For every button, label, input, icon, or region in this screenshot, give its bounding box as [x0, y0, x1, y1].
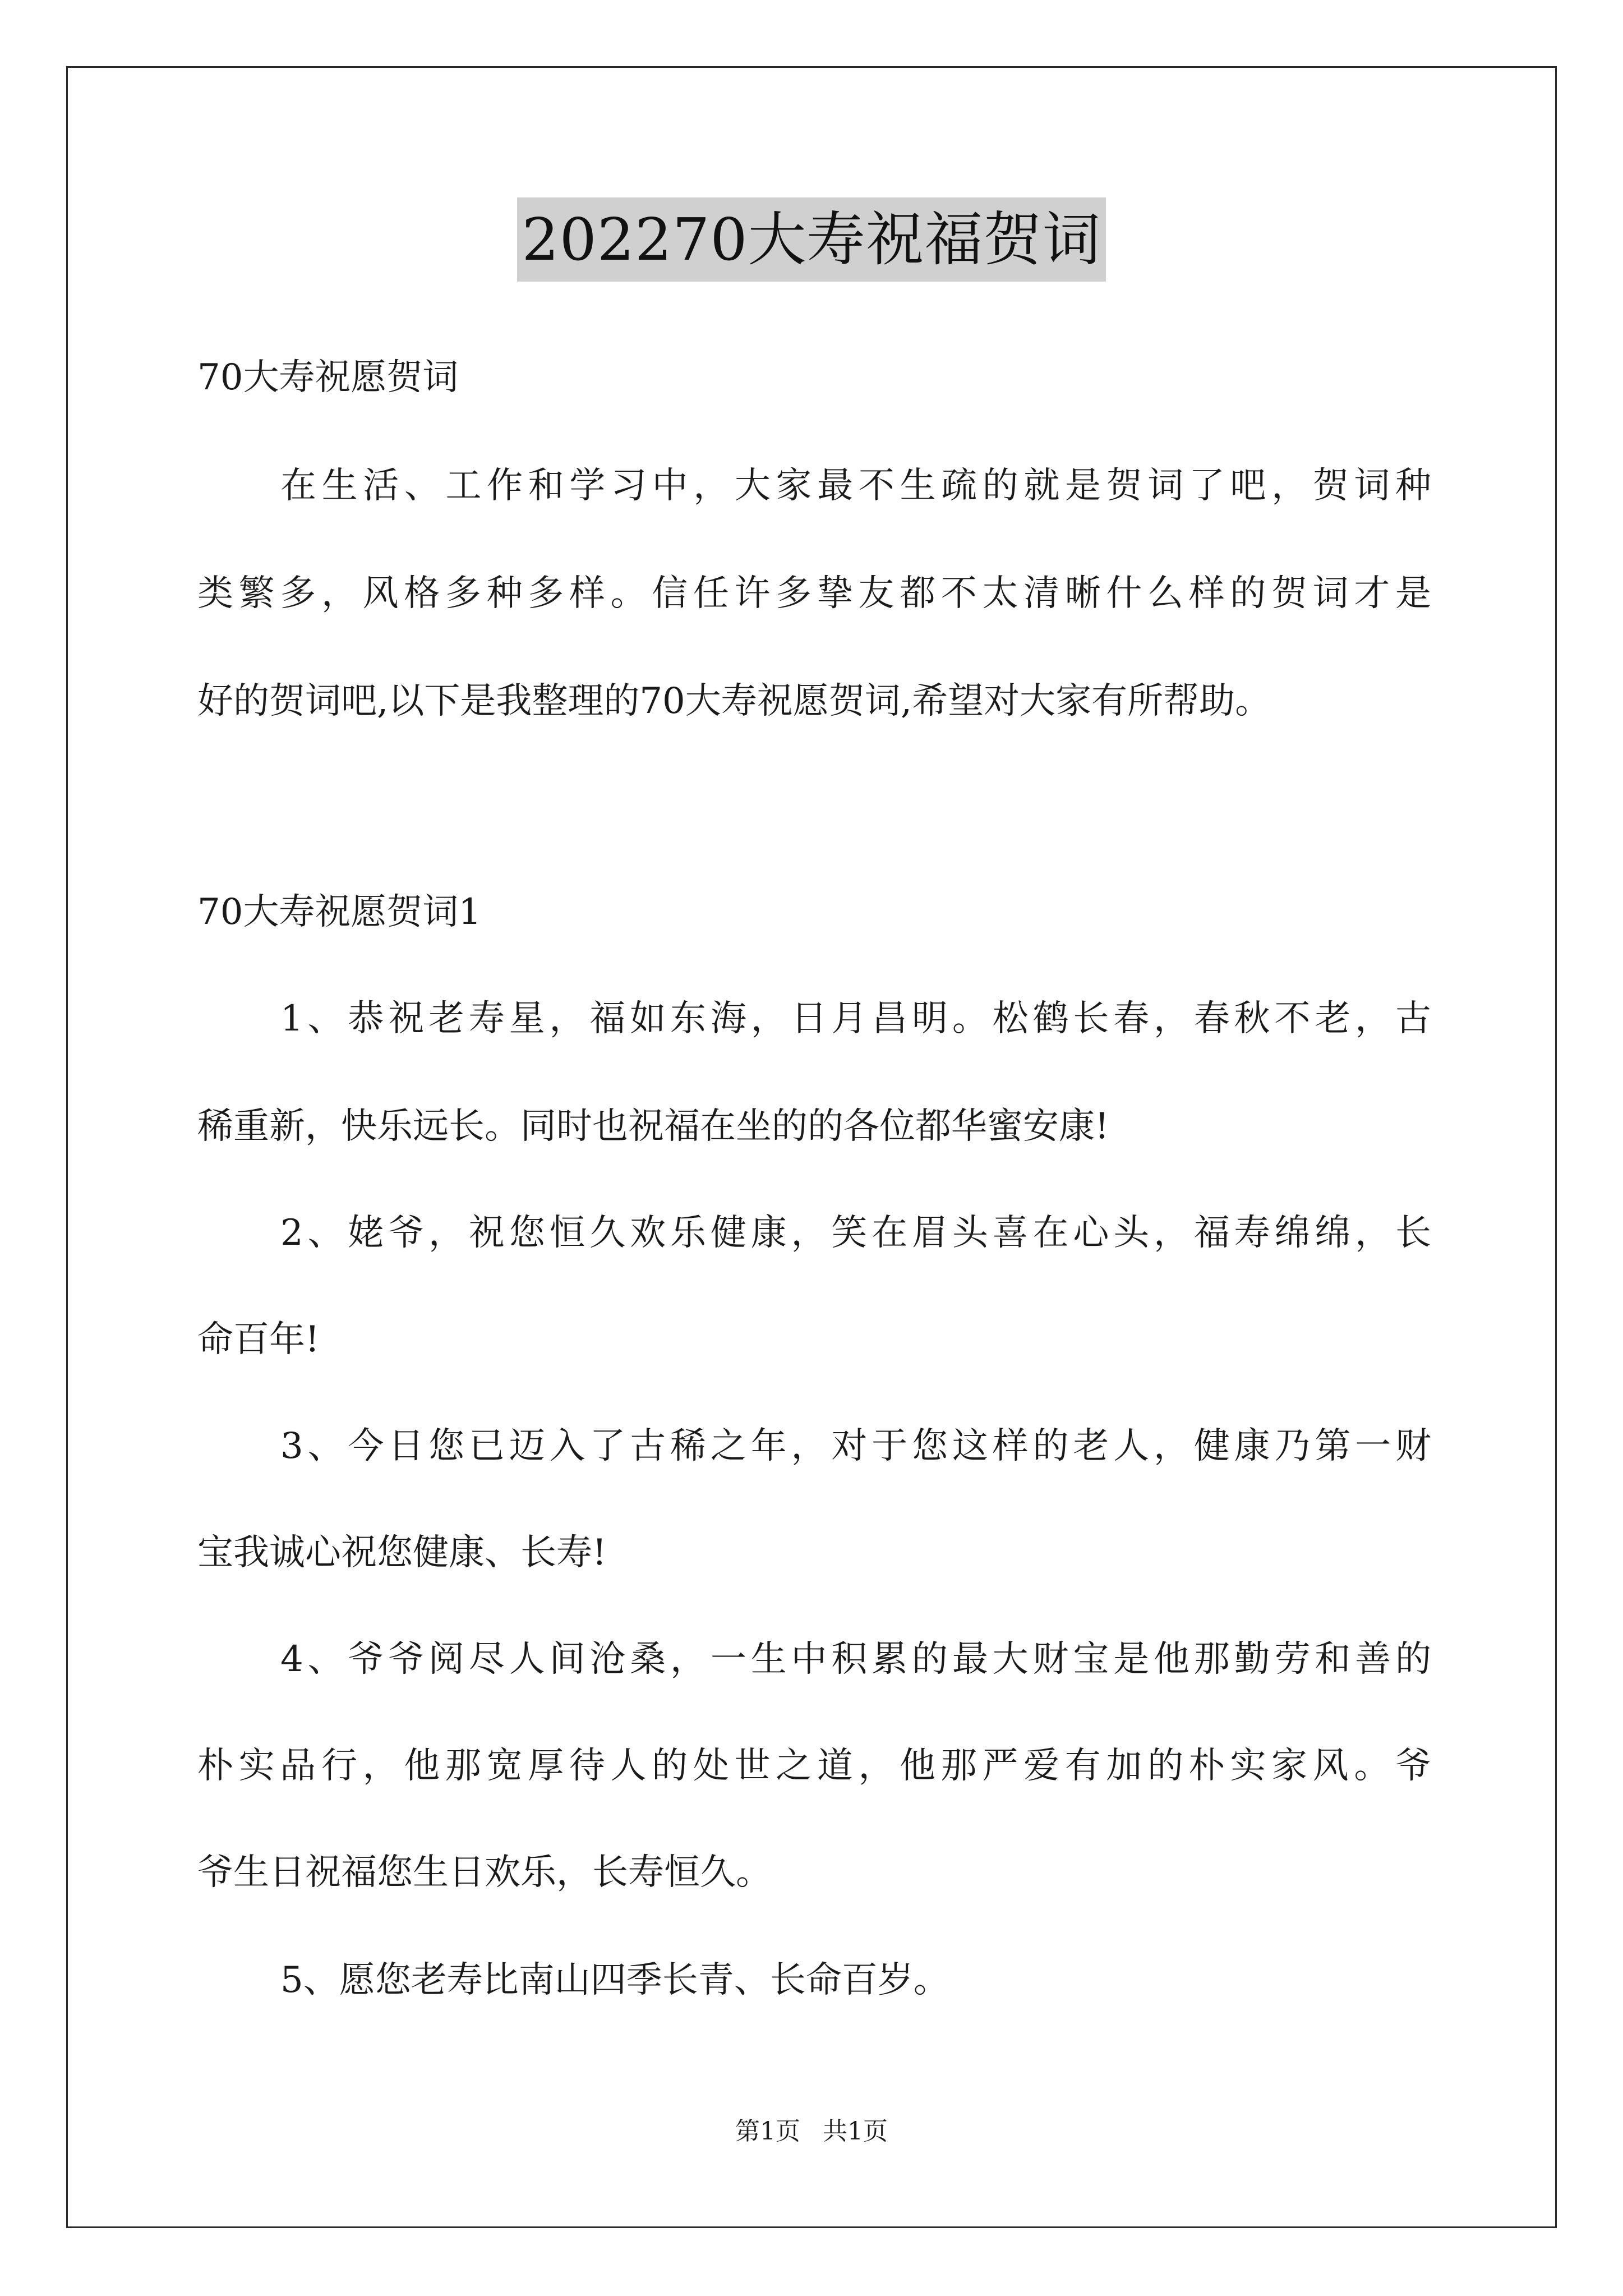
- page-footer: [0, 2115, 1623, 2148]
- item-3-line-2: 宝我诚心祝您健康、长寿!: [197, 1532, 607, 1573]
- item-2-line-2: 命百年!: [197, 1319, 320, 1360]
- page-number-total: 共1页: [823, 2117, 888, 2146]
- item-4-line-2: 朴实品行，他那宽厚待人的处世之道，他那严爱有加的朴实家风。爷: [197, 1745, 1431, 1787]
- item-3-line-1: 3、今日您已迈入了古稀之年，对于您这样的老人，健康乃第一财: [280, 1425, 1431, 1467]
- item-1-line-1: 1、恭祝老寿星，福如东海，日月昌明。松鹤长春，春秋不老，古: [280, 998, 1431, 1039]
- intro-line-3: 好的贺词吧,以下是我整理的70大寿祝愿贺词,希望对大家有所帮助。: [197, 680, 1271, 722]
- title-container: [0, 197, 1623, 282]
- item-1-line-2: 稀重新，快乐远长。同时也祝福在坐的的各位都华蜜安康!: [197, 1106, 1109, 1147]
- section-heading: 70大寿祝愿贺词1: [197, 891, 482, 933]
- item-5-line-1: 5、愿您老寿比南山四季长青、长命百岁。: [280, 1959, 949, 2001]
- item-2-line-1: 2、姥爷，祝您恒久欢乐健康，笑在眉头喜在心头，福寿绵绵，长: [280, 1212, 1431, 1254]
- intro-line-2: 类繁多，风格多种多样。信任许多挚友都不太清晰什么样的贺词才是: [197, 573, 1431, 614]
- page-number-current: 第1页: [735, 2117, 800, 2146]
- item-4-line-3: 爷生日祝福您生日欢乐，长寿恒久。: [197, 1852, 772, 1893]
- subtitle: 70大寿祝愿贺词: [197, 357, 459, 398]
- item-4-line-1: 4、爷爷阅尽人间沧桑，一生中积累的最大财宝是他那勤劳和善的: [280, 1639, 1431, 1680]
- document-title: 202270大寿祝福贺词: [517, 197, 1105, 282]
- intro-line-1: 在生活、工作和学习中，大家最不生疏的就是贺词了吧，贺词种: [280, 465, 1431, 507]
